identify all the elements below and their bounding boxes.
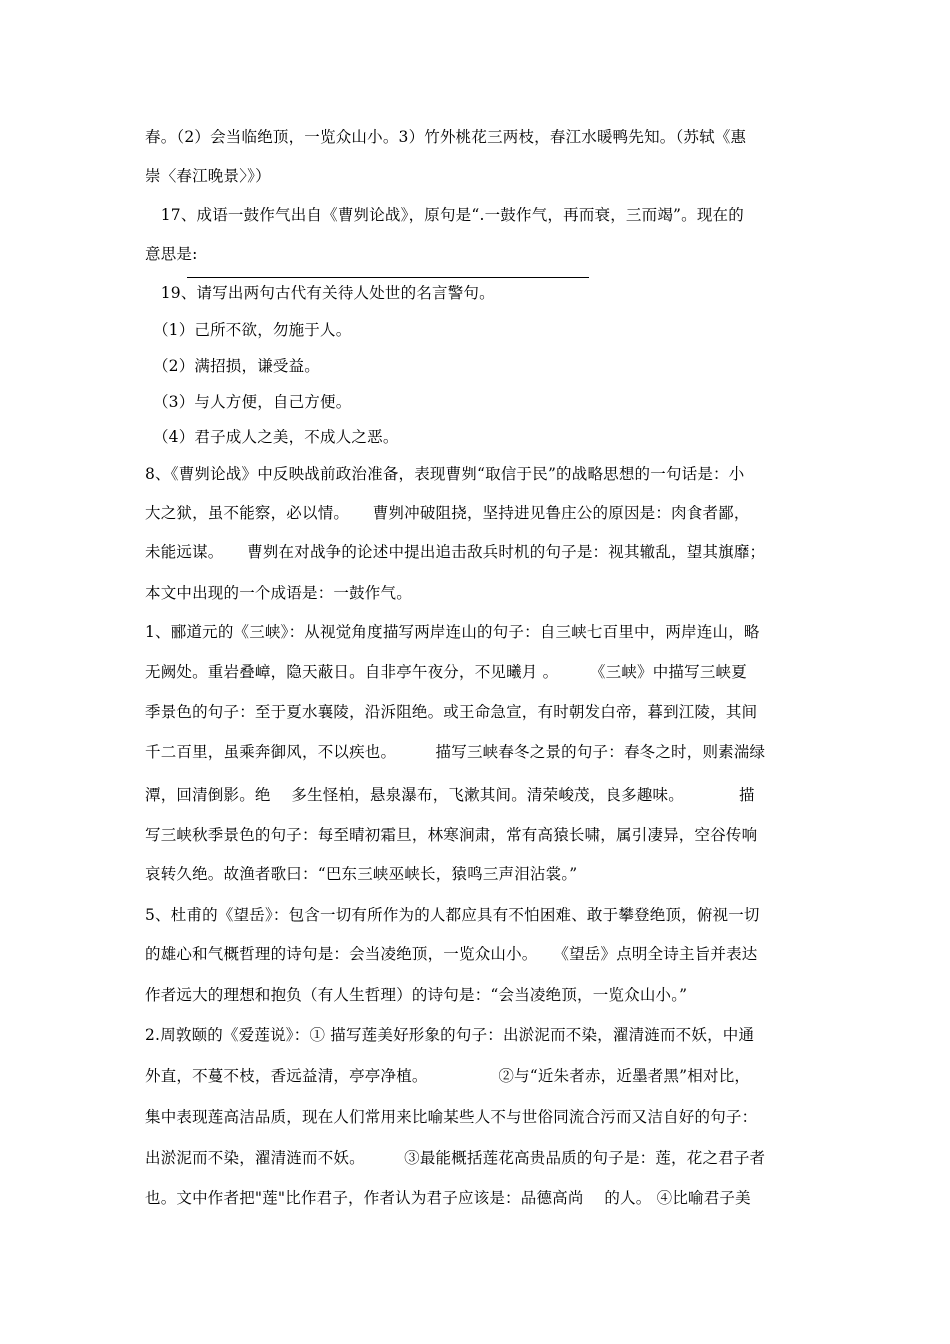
text-line: 写三峡秋季景色的句子：每至晴初霜旦，林寒涧肃，常有高猿长啸，属引凄异，空谷传响 [145, 826, 758, 844]
text-line: 季景色的句子：至于夏水襄陵，沿泝阻绝。或王命急宣，有时朝发白帝，暮到江陵，其间 [145, 703, 758, 721]
text-line: 潭，回清倒影。绝 多生怪柏，悬泉瀑布，飞漱其间。清荣峻茂，良多趣味。 描 [145, 786, 755, 804]
text-line: 19、请写出两句古代有关待人处世的名言警句。 [145, 284, 495, 302]
text-line: 本文中出现的一个成语是：一鼓作气。 [145, 584, 412, 602]
text-line: （3）与人方便，自己方便。 [145, 393, 352, 411]
text-line: 8、《曹刿论战》中反映战前政治准备，表现曹刿“取信于民”的战略思想的一句话是：小 [145, 465, 745, 483]
text-line: 集中表现莲高洁品质，现在人们常用来比喻某些人不与世俗同流合污而又洁自好的句子： [145, 1108, 758, 1126]
text-line: 外直，不蔓不枝，香远益清，亭亭净植。 ②与“近朱者赤，近墨者黑”相对比， [145, 1067, 751, 1085]
text-line: 春。（2）会当临绝顶，一览众山小。3）竹外桃花三两枝，春江水暖鸭先知。（苏轼《惠 [145, 128, 747, 146]
text-line: （4）君子成人之美，不成人之恶。 [145, 428, 399, 446]
text-line: 哀转久绝。故渔者歌曰：“巴东三峡巫峡长，猿鸣三声泪沾裳。” [145, 865, 578, 883]
text-line: （1）己所不欲，勿施于人。 [145, 321, 352, 339]
text-line: 出淤泥而不染，濯清涟而不妖。 ③最能概括莲花高贵品质的句子是：莲，花之君子者 [145, 1149, 766, 1167]
text-line: 5、杜甫的《望岳》：包含一切有所作为的人都应具有不怕困难、敢于攀登绝顶，俯视一切 [145, 906, 760, 924]
text-line: 2.周敦颐的《爱莲说》：① 描写莲美好形象的句子：出淤泥而不染，濯清涟而不妖，中通 [145, 1026, 755, 1044]
answer-underline [187, 277, 589, 278]
text-line: 大之狱，虽不能察，必以情。 曹刿冲破阻挠，坚持进见鲁庄公的原因是：肉食者鄙， [145, 504, 750, 522]
text-line: 未能远谋。 曹刿在对战争的论述中提出追击敌兵时机的句子是：视其辙乱，望其旗靡； [145, 543, 766, 561]
text-line: 作者远大的理想和抱负（有人生哲理）的诗句是：“会当凌绝顶，一览众山小。” [145, 986, 688, 1004]
text-line: （2）满招损，谦受益。 [145, 357, 321, 375]
text-line: 17、成语一鼓作气出自《曹刿论战》，原句是“.一鼓作气，再而衰，三而竭”。现在的 [145, 206, 744, 224]
text-line: 也。文中作者把"莲"比作君子，作者认为君子应该是：品德高尚 的人。 ④比喻君子美 [145, 1189, 751, 1207]
text-line: 意思是: [145, 245, 198, 263]
text-line: 千二百里，虽乘奔御风，不以疾也。 描写三峡春冬之景的句子：春冬之时，则素湍绿 [145, 743, 766, 761]
text-line: 1、郦道元的《三峡》：从视觉角度描写两岸连山的句子：自三峡七百里中，两岸连山，略 [145, 623, 760, 641]
text-line: 崇〈春江晚景〉》） [145, 167, 271, 185]
text-line: 无阙处。重岩叠嶂，隐天蔽日。自非亭午夜分，不见曦月 。 《三峡》中描写三峡夏 [145, 663, 747, 681]
text-line: 的雄心和气概哲理的诗句是：会当凌绝顶，一览众山小。 《望岳》点明全诗主旨并表达 [145, 945, 758, 963]
